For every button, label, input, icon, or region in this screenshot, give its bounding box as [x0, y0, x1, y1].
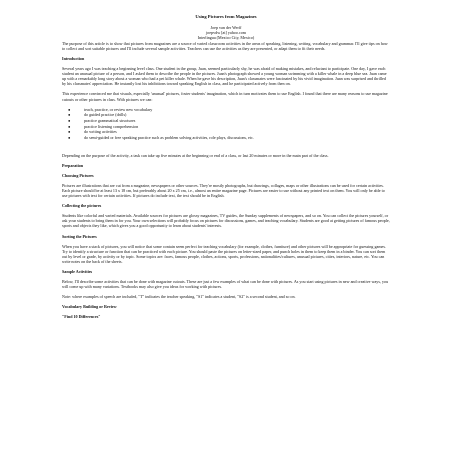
author-affiliation: Interlingua (Mexico City, Mexico) [197, 34, 255, 40]
article-title: Using Pictures from Magazines [195, 14, 257, 19]
heading-choosing-pictures: Choosing Pictures [62, 172, 94, 178]
list-item-text: teach, practice, or review new vocabulary [84, 106, 153, 112]
list-item [68, 135, 390, 141]
introduction-paragraph-3: Depending on the purpose of the activity, a task can take up five minutes at the beginning or end of a class, or last 20 minutes or more in the main part of the class. [62, 152, 329, 158]
heading-sample-activities: Sample Activities [62, 268, 93, 274]
heading-sorting: Sorting the Pictures [62, 233, 97, 239]
choosing-paragraph: Pictures are illustrations that are cut from a magazine, newspapers or other sources. They're mostly photographs, but drawings, collages, maps or other illustrations can be used for certain activities. Each picture should be at least 13 x 18 cm, but preferably about 20 x 25 cm, i.e., almost an entire magazine page. Pictures are easier to use without any printed text on them. You will only be able to use pictures with text for certain activities. If pictures do include text, the text should be in English. [62, 182, 385, 199]
list-item-text: practice grammatical structures [84, 118, 136, 124]
bullet-icon: ● [68, 106, 71, 112]
heading-vocabulary: Vocabulary Building or Review [62, 304, 117, 310]
list-item-text: do writing activities [84, 129, 117, 135]
list-item-text: do semi-guided or free speaking practice such as problem solving activities, role plays, discussions, etc. [84, 135, 254, 141]
bullet-icon: ● [68, 118, 71, 124]
list-item-text: do guided practice (drills) [84, 112, 127, 118]
heading-find-10-differences: "Find 10 Differences" [62, 314, 101, 320]
bullet-icon: ● [68, 123, 71, 129]
list-item [68, 118, 390, 124]
list-item [68, 112, 390, 118]
introduction-paragraph-2: This experience convinced me that visuals, especially 'unusual' pictures, foster students' imagination, which in turn motivates them to use English. I found that there are many reasons to use magazine cutouts or other pictures in class. With pictures we can: [62, 91, 388, 102]
bullet-icon: ● [68, 112, 71, 118]
list-item-text: practice listening comprehension [84, 123, 139, 129]
list-item [68, 106, 390, 112]
introduction-paragraph-1: Several years ago I was teaching a beginning level class. One student in the group, Juan, seemed particularly shy, he was afraid of making mistakes, and reluctant to participate. One day, I gave each student an unusual picture of a person, and I asked them to describe the people in the pictures. Juan's photograph showed a young woman swimming with a killer whale in a deep blue sea. Juan came up with a remarkably long story about a woman who had a pet killer whale. When he gave his description, Juan's classmates were fascinated by his vivid imagination. Juan was surprised and thrilled by his classmates' appreciation. He instantly lost his inhibitions toward speaking English in class, and he participated actively from then on. [62, 66, 387, 87]
author-email[interactable]: joepvdw [at] yahoo.com [206, 30, 246, 35]
heading-preparation: Preparation [62, 162, 84, 168]
sorting-paragraph: When you have a stack of pictures, you will notice that some contain seem perfect for teaching vocabulary (for example, clothes, furniture) and other pictures will be appropriate for guessing games. Try to identify a structure or function that can be practiced with each picture. You should paste the pictures on letter-sized paper, and punch holes in them to keep them in a binder. You can sort them out by level or grade, by activity or by topic. Some topics are: faces, famous people, clothes, actions, sports, professions, nationalities/cultures, unusual pictures, cities, interiors, nature, etc. You can write notes on the back of the sheets. [62, 243, 386, 264]
bullet-icon: ● [68, 129, 71, 135]
sample-paragraph-2: Note: where examples of speech are included, "T" indicates the teacher speaking, "S1" indicates a student, "S2" is a second student, and so on. [62, 294, 296, 300]
heading-introduction: Introduction [62, 56, 85, 61]
reasons-list [62, 107, 390, 141]
collecting-paragraph: Students like colorful and varied materials. Available sources for pictures are glossy magazines, TV guides, the Sunday supplements of newspapers, and so on. You can collect the pictures yourself, or ask your students to bring them in for you. Your own selections will probably focus on pictures for discussions, games, and teaching vocabulary. Students are good at getting pictures of famous people, sports and objects they like, which gives you a good opportunity to learn about students' interests. [62, 213, 390, 229]
list-item [68, 129, 390, 135]
heading-collecting: Collecting the pictures [62, 203, 102, 209]
sample-paragraph-1: Below, I'll describe some activities that can be done with magazine cutouts. These are just a few examples of what can be done with pictures. As you start using pictures in new and creative ways, you will come up with many variations. Textbooks may also give you ideas for working with pictures. [62, 279, 389, 290]
list-item [68, 123, 390, 129]
bullet-icon: ● [68, 135, 71, 141]
intro-paragraph: The purpose of this article is to show that pictures from magazines are a source of varied classroom activities in the areas of speaking, listening, writing, vocabulary and grammar. I'll give tips on how to collect and sort suitable pictures and I'll include several sample activities. Teachers can use the activities as they are presented, or adapt them to fit their needs. [62, 40, 388, 51]
author-name: Joep van der Werff [210, 25, 242, 31]
